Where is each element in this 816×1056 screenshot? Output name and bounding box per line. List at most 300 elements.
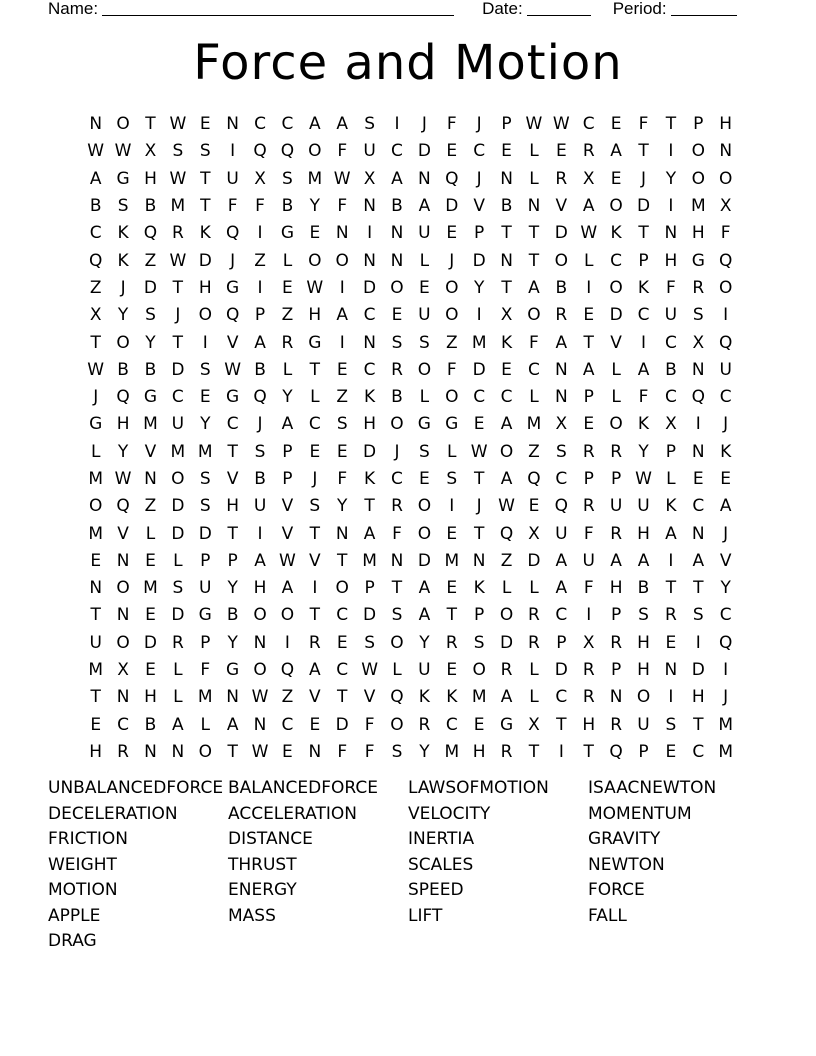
grid-letter[interactable]: O	[609, 414, 623, 435]
grid-letter[interactable]: I	[202, 332, 208, 353]
grid-letter[interactable]: I	[558, 741, 564, 762]
grid-letter[interactable]: O	[335, 250, 349, 271]
grid-letter[interactable]: I	[339, 277, 345, 298]
grid-letter[interactable]: Z	[89, 277, 102, 298]
grid-letter[interactable]: U	[637, 496, 650, 517]
grid-letter[interactable]: X	[254, 168, 266, 189]
grid-letter[interactable]: W	[333, 168, 351, 189]
grid-letter[interactable]: H	[637, 632, 650, 653]
grid-letter[interactable]: J	[476, 496, 482, 517]
grid-letter[interactable]: R	[528, 605, 540, 626]
grid-letter[interactable]: S	[473, 632, 485, 653]
grid-letter[interactable]: A	[665, 523, 677, 544]
grid-letter[interactable]: Q	[499, 523, 514, 544]
grid-letter[interactable]: C	[692, 496, 705, 517]
grid-letter[interactable]: H	[609, 578, 623, 599]
grid-letter[interactable]: C	[664, 387, 677, 408]
grid-letter[interactable]: Y	[309, 196, 321, 217]
grid-letter[interactable]: I	[449, 496, 455, 517]
grid-letter[interactable]: Z	[500, 550, 513, 571]
grid-letter[interactable]: O	[116, 114, 130, 135]
date-blank[interactable]	[527, 0, 591, 16]
grid-letter[interactable]: D	[527, 550, 541, 571]
grid-letter[interactable]: N	[390, 550, 404, 571]
grid-letter[interactable]: F	[337, 141, 348, 162]
grid-letter[interactable]: M	[526, 414, 542, 435]
grid-letter[interactable]: O	[417, 496, 432, 517]
grid-letter[interactable]: Q	[691, 387, 705, 408]
grid-letter[interactable]: I	[695, 632, 701, 653]
grid-letter[interactable]: Z	[528, 441, 540, 462]
grid-letter[interactable]: L	[200, 714, 210, 735]
grid-letter[interactable]: E	[446, 660, 458, 681]
grid-letter[interactable]: H	[664, 250, 678, 271]
grid-letter[interactable]: X	[528, 523, 540, 544]
grid-letter[interactable]: T	[528, 223, 540, 244]
grid-letter[interactable]: C	[473, 387, 486, 408]
grid-letter[interactable]: Q	[609, 741, 623, 762]
grid-letter[interactable]: A	[309, 114, 321, 135]
grid-letter[interactable]: E	[336, 359, 348, 380]
grid-letter[interactable]: J	[312, 469, 318, 489]
grid-letter[interactable]: Y	[419, 632, 430, 653]
grid-letter[interactable]: Q	[445, 168, 459, 189]
grid-letter[interactable]: C	[336, 605, 349, 626]
grid-letter[interactable]: N	[363, 250, 376, 271]
grid-letter[interactable]: V	[226, 332, 239, 353]
grid-letter[interactable]: M	[197, 441, 213, 462]
grid-letter[interactable]: R	[500, 741, 513, 762]
grid-letter[interactable]: F	[583, 523, 594, 544]
grid-letter[interactable]: O	[198, 305, 212, 326]
grid-letter[interactable]: C	[117, 714, 130, 735]
grid-letter[interactable]: Q	[718, 332, 733, 353]
grid-letter[interactable]: W	[87, 141, 105, 162]
grid-letter[interactable]: S	[199, 359, 211, 380]
grid-letter[interactable]: C	[555, 469, 568, 489]
grid-letter[interactable]: P	[254, 305, 266, 326]
grid-letter[interactable]: I	[641, 332, 647, 353]
grid-letter[interactable]: M	[471, 687, 487, 708]
grid-letter[interactable]: J	[449, 250, 455, 271]
grid-letter[interactable]: O	[417, 523, 432, 544]
grid-letter[interactable]: F	[200, 660, 211, 681]
grid-letter[interactable]: L	[611, 359, 621, 380]
grid-letter[interactable]: L	[666, 469, 676, 489]
grid-letter[interactable]: I	[695, 414, 701, 435]
grid-letter[interactable]: H	[116, 414, 130, 435]
grid-letter[interactable]: U	[664, 305, 678, 326]
grid-letter[interactable]: N	[691, 359, 705, 380]
grid-letter[interactable]: I	[257, 223, 263, 244]
grid-letter[interactable]: U	[199, 578, 212, 599]
grid-letter[interactable]: I	[394, 114, 400, 135]
grid-letter[interactable]: R	[418, 714, 431, 735]
grid-letter[interactable]: A	[555, 332, 568, 353]
grid-letter[interactable]: O	[335, 578, 349, 599]
grid-letter[interactable]: L	[529, 168, 539, 189]
grid-letter[interactable]: W	[279, 550, 296, 571]
grid-letter[interactable]: L	[419, 250, 430, 271]
grid-letter[interactable]: I	[312, 578, 318, 599]
grid-letter[interactable]: K	[500, 332, 513, 353]
grid-letter[interactable]: A	[418, 196, 431, 217]
grid-letter[interactable]: F	[364, 714, 375, 735]
grid-letter[interactable]: F	[392, 523, 402, 544]
grid-letter[interactable]: T	[473, 523, 485, 544]
grid-letter[interactable]: K	[364, 469, 376, 489]
grid-letter[interactable]: R	[582, 496, 595, 517]
grid-letter[interactable]: P	[638, 250, 649, 271]
grid-letter[interactable]: P	[693, 114, 704, 135]
grid-letter[interactable]: X	[117, 660, 129, 681]
grid-letter[interactable]: R	[610, 523, 623, 544]
grid-letter[interactable]: B	[637, 578, 650, 599]
grid-letter[interactable]: D	[417, 550, 431, 571]
grid-letter[interactable]: U	[637, 714, 650, 735]
grid-letter[interactable]: W	[87, 359, 105, 380]
grid-letter[interactable]: H	[363, 414, 376, 435]
grid-letter[interactable]: S	[199, 496, 211, 517]
grid-letter[interactable]: S	[446, 469, 458, 489]
grid-letter[interactable]: J	[394, 441, 400, 462]
grid-letter[interactable]: S	[364, 114, 375, 135]
grid-letter[interactable]: U	[418, 660, 431, 681]
grid-letter[interactable]: J	[476, 168, 482, 189]
grid-letter[interactable]: H	[144, 687, 157, 708]
grid-letter[interactable]: L	[173, 687, 183, 708]
grid-letter[interactable]: I	[668, 687, 674, 708]
grid-letter[interactable]: W	[525, 114, 543, 135]
grid-letter[interactable]: L	[529, 687, 539, 708]
grid-letter[interactable]: S	[665, 714, 677, 735]
grid-letter[interactable]: D	[143, 277, 158, 298]
grid-letter[interactable]: R	[610, 441, 623, 462]
grid-letter[interactable]: M	[471, 332, 487, 353]
grid-letter[interactable]: E	[282, 741, 293, 762]
grid-letter[interactable]: C	[555, 687, 568, 708]
grid-letter[interactable]: A	[363, 523, 376, 544]
grid-letter[interactable]: S	[145, 305, 156, 326]
grid-letter[interactable]: G	[198, 605, 212, 626]
grid-letter[interactable]: A	[418, 578, 431, 599]
grid-letter[interactable]: T	[364, 496, 375, 517]
grid-letter[interactable]: B	[391, 387, 403, 408]
grid-letter[interactable]: U	[418, 305, 431, 326]
grid-letter[interactable]: M	[444, 550, 460, 571]
grid-letter[interactable]: Y	[720, 578, 731, 599]
grid-letter[interactable]: Q	[116, 496, 130, 517]
grid-letter[interactable]: T	[337, 550, 348, 571]
grid-letter[interactable]: A	[528, 277, 540, 298]
grid-letter[interactable]: H	[472, 741, 486, 762]
grid-letter[interactable]: O	[636, 687, 651, 708]
grid-letter[interactable]: P	[474, 605, 485, 626]
grid-letter[interactable]: B	[500, 196, 513, 217]
grid-letter[interactable]: C	[308, 414, 321, 435]
grid-letter[interactable]: E	[473, 714, 485, 735]
grid-letter[interactable]: O	[253, 660, 267, 681]
grid-letter[interactable]: D	[171, 496, 185, 517]
grid-letter[interactable]: F	[364, 741, 375, 762]
grid-letter[interactable]: A	[281, 414, 294, 435]
grid-letter[interactable]: Y	[638, 441, 649, 462]
grid-letter[interactable]: E	[199, 114, 211, 135]
grid-letter[interactable]: C	[363, 305, 376, 326]
grid-letter[interactable]: A	[336, 114, 349, 135]
grid-letter[interactable]: D	[417, 141, 431, 162]
grid-letter[interactable]: L	[529, 578, 539, 599]
grid-letter[interactable]: T	[583, 332, 594, 353]
grid-letter[interactable]: O	[499, 605, 514, 626]
grid-letter[interactable]: E	[665, 741, 677, 762]
grid-letter[interactable]: C	[664, 332, 677, 353]
grid-letter[interactable]: L	[611, 387, 621, 408]
grid-letter[interactable]: C	[528, 359, 540, 380]
grid-letter[interactable]: Q	[143, 223, 158, 244]
grid-letter[interactable]: J	[723, 414, 729, 435]
grid-letter[interactable]: T	[172, 332, 184, 353]
grid-letter[interactable]: I	[586, 605, 592, 626]
grid-letter[interactable]: N	[335, 223, 349, 244]
grid-letter[interactable]: M	[170, 196, 186, 217]
grid-letter[interactable]: R	[692, 277, 705, 298]
grid-letter[interactable]: P	[501, 114, 512, 135]
grid-letter[interactable]: C	[254, 114, 266, 135]
grid-letter[interactable]: E	[145, 550, 156, 571]
grid-letter[interactable]: T	[473, 469, 485, 489]
grid-letter[interactable]: P	[364, 578, 375, 599]
grid-letter[interactable]: G	[116, 168, 130, 189]
grid-letter[interactable]: S	[418, 332, 430, 353]
grid-letter[interactable]: D	[445, 196, 459, 217]
grid-letter[interactable]: K	[637, 277, 650, 298]
grid-letter[interactable]: V	[281, 496, 294, 517]
grid-letter[interactable]: N	[335, 523, 349, 544]
grid-letter[interactable]: H	[253, 578, 267, 599]
grid-letter[interactable]: P	[474, 223, 485, 244]
grid-letter[interactable]: T	[90, 687, 101, 708]
grid-letter[interactable]: L	[90, 441, 101, 462]
grid-letter[interactable]: N	[691, 523, 705, 544]
grid-letter[interactable]: W	[251, 687, 269, 708]
grid-letter[interactable]: V	[309, 550, 321, 571]
grid-letter[interactable]: W	[552, 114, 570, 135]
grid-letter[interactable]: J	[120, 277, 126, 298]
grid-letter[interactable]: O	[390, 414, 404, 435]
grid-letter[interactable]: N	[363, 196, 376, 217]
grid-letter[interactable]: T	[583, 741, 594, 762]
grid-letter[interactable]: F	[720, 223, 731, 244]
grid-letter[interactable]: R	[582, 660, 595, 681]
grid-letter[interactable]: D	[363, 605, 377, 626]
grid-letter[interactable]: T	[693, 578, 704, 599]
grid-letter[interactable]: V	[144, 441, 157, 462]
grid-letter[interactable]: Q	[554, 496, 569, 517]
grid-letter[interactable]: F	[337, 469, 348, 489]
grid-letter[interactable]: T	[309, 523, 321, 544]
grid-letter[interactable]: C	[363, 359, 376, 380]
grid-letter[interactable]: O	[691, 141, 705, 162]
grid-letter[interactable]: B	[254, 359, 266, 380]
grid-letter[interactable]: A	[582, 359, 595, 380]
grid-letter[interactable]: O	[609, 196, 623, 217]
grid-letter[interactable]: O	[445, 387, 459, 408]
grid-letter[interactable]: H	[637, 660, 650, 681]
grid-letter[interactable]: Q	[89, 250, 103, 271]
grid-letter[interactable]: E	[610, 114, 622, 135]
grid-letter[interactable]: G	[226, 387, 240, 408]
grid-letter[interactable]: E	[419, 277, 430, 298]
grid-letter[interactable]: B	[391, 196, 403, 217]
grid-letter[interactable]: C	[391, 469, 403, 489]
grid-letter[interactable]: S	[418, 441, 430, 462]
grid-letter[interactable]: T	[446, 605, 457, 626]
grid-letter[interactable]: T	[528, 741, 540, 762]
grid-letter[interactable]: V	[719, 550, 732, 571]
grid-letter[interactable]: A	[610, 550, 622, 571]
grid-letter[interactable]: P	[610, 660, 622, 681]
grid-letter[interactable]: S	[391, 332, 403, 353]
grid-letter[interactable]: N	[554, 359, 568, 380]
grid-letter[interactable]: W	[169, 168, 187, 189]
grid-letter[interactable]: V	[473, 196, 485, 217]
grid-letter[interactable]: U	[253, 496, 267, 517]
grid-letter[interactable]: C	[281, 114, 294, 135]
grid-letter[interactable]: A	[281, 578, 294, 599]
grid-letter[interactable]: V	[309, 687, 321, 708]
grid-letter[interactable]: N	[500, 168, 513, 189]
grid-letter[interactable]: E	[90, 550, 102, 571]
grid-letter[interactable]: Q	[390, 687, 404, 708]
grid-letter[interactable]: U	[89, 632, 102, 653]
grid-letter[interactable]: N	[116, 550, 130, 571]
grid-letter[interactable]: H	[719, 114, 733, 135]
grid-letter[interactable]: E	[309, 223, 321, 244]
grid-letter[interactable]: F	[446, 114, 457, 135]
grid-letter[interactable]: Q	[225, 305, 240, 326]
grid-letter[interactable]: O	[445, 277, 459, 298]
grid-letter[interactable]: A	[555, 550, 568, 571]
grid-letter[interactable]: U	[609, 496, 623, 517]
grid-letter[interactable]: S	[638, 605, 649, 626]
grid-letter[interactable]: T	[227, 523, 238, 544]
grid-letter[interactable]: Q	[253, 387, 267, 408]
grid-letter[interactable]: M	[88, 469, 104, 489]
grid-letter[interactable]: S	[254, 441, 266, 462]
grid-letter[interactable]: U	[363, 141, 376, 162]
grid-letter[interactable]: D	[500, 632, 514, 653]
grid-letter[interactable]: N	[226, 114, 239, 135]
grid-letter[interactable]: B	[144, 196, 157, 217]
grid-letter[interactable]: W	[498, 496, 515, 517]
period-blank[interactable]	[671, 0, 737, 16]
grid-letter[interactable]: I	[257, 523, 263, 544]
grid-letter[interactable]: O	[390, 632, 404, 653]
grid-letter[interactable]: A	[309, 660, 321, 681]
grid-letter[interactable]: C	[473, 141, 486, 162]
grid-letter[interactable]: L	[145, 523, 156, 544]
grid-letter[interactable]: I	[668, 141, 674, 162]
grid-letter[interactable]: T	[90, 332, 101, 353]
grid-letter[interactable]: D	[143, 632, 158, 653]
grid-letter[interactable]: T	[501, 277, 512, 298]
grid-letter[interactable]: S	[364, 632, 375, 653]
grid-letter[interactable]: O	[417, 359, 432, 380]
grid-letter[interactable]: G	[226, 277, 240, 298]
grid-letter[interactable]: M	[690, 196, 706, 217]
grid-letter[interactable]: P	[556, 632, 567, 653]
grid-letter[interactable]: Z	[144, 496, 157, 517]
grid-letter[interactable]: Z	[445, 332, 458, 353]
grid-letter[interactable]: T	[227, 741, 238, 762]
grid-letter[interactable]: E	[145, 605, 156, 626]
grid-letter[interactable]: Z	[281, 305, 294, 326]
grid-letter[interactable]: C	[555, 605, 568, 626]
grid-letter[interactable]: L	[419, 387, 430, 408]
grid-letter[interactable]: S	[692, 605, 704, 626]
grid-letter[interactable]: S	[117, 196, 129, 217]
grid-letter[interactable]: N	[691, 441, 705, 462]
grid-letter[interactable]: J	[476, 114, 482, 135]
grid-letter[interactable]: B	[144, 714, 157, 735]
grid-letter[interactable]: N	[664, 660, 678, 681]
grid-letter[interactable]: G	[226, 660, 240, 681]
grid-letter[interactable]: E	[446, 578, 458, 599]
grid-letter[interactable]: T	[337, 687, 348, 708]
grid-letter[interactable]: R	[610, 714, 623, 735]
grid-letter[interactable]: Z	[144, 250, 157, 271]
grid-letter[interactable]: U	[555, 523, 568, 544]
grid-letter[interactable]: O	[116, 578, 130, 599]
grid-letter[interactable]: T	[200, 168, 211, 189]
grid-letter[interactable]: R	[582, 141, 595, 162]
grid-letter[interactable]: P	[583, 387, 594, 408]
grid-letter[interactable]: S	[391, 605, 403, 626]
grid-letter[interactable]: L	[173, 660, 183, 681]
grid-letter[interactable]: H	[144, 168, 157, 189]
grid-letter[interactable]: R	[528, 632, 540, 653]
grid-letter[interactable]: X	[692, 332, 705, 353]
grid-letter[interactable]: C	[391, 141, 403, 162]
grid-letter[interactable]: X	[555, 414, 568, 435]
grid-letter[interactable]: Y	[145, 332, 156, 353]
grid-letter[interactable]: K	[199, 223, 211, 244]
grid-letter[interactable]: N	[719, 141, 733, 162]
grid-letter[interactable]: S	[172, 141, 184, 162]
grid-letter[interactable]: Q	[718, 632, 733, 653]
grid-letter[interactable]: J	[230, 250, 236, 271]
grid-letter[interactable]: G	[280, 223, 295, 244]
grid-letter[interactable]: E	[419, 469, 430, 489]
grid-letter[interactable]: T	[309, 605, 321, 626]
grid-letter[interactable]: H	[198, 277, 212, 298]
grid-letter[interactable]: H	[637, 523, 650, 544]
grid-letter[interactable]: C	[89, 223, 102, 244]
grid-letter[interactable]: T	[309, 359, 321, 380]
grid-letter[interactable]: M	[88, 660, 104, 681]
grid-letter[interactable]: P	[200, 632, 211, 653]
grid-letter[interactable]: B	[254, 469, 266, 489]
grid-letter[interactable]: W	[251, 741, 269, 762]
grid-letter[interactable]: R	[445, 632, 458, 653]
grid-letter[interactable]: M	[362, 550, 377, 571]
grid-letter[interactable]: D	[198, 250, 212, 271]
grid-letter[interactable]: K	[610, 223, 622, 244]
grid-letter[interactable]: A	[418, 605, 431, 626]
grid-letter[interactable]: C	[582, 114, 595, 135]
grid-letter[interactable]: F	[666, 277, 676, 298]
